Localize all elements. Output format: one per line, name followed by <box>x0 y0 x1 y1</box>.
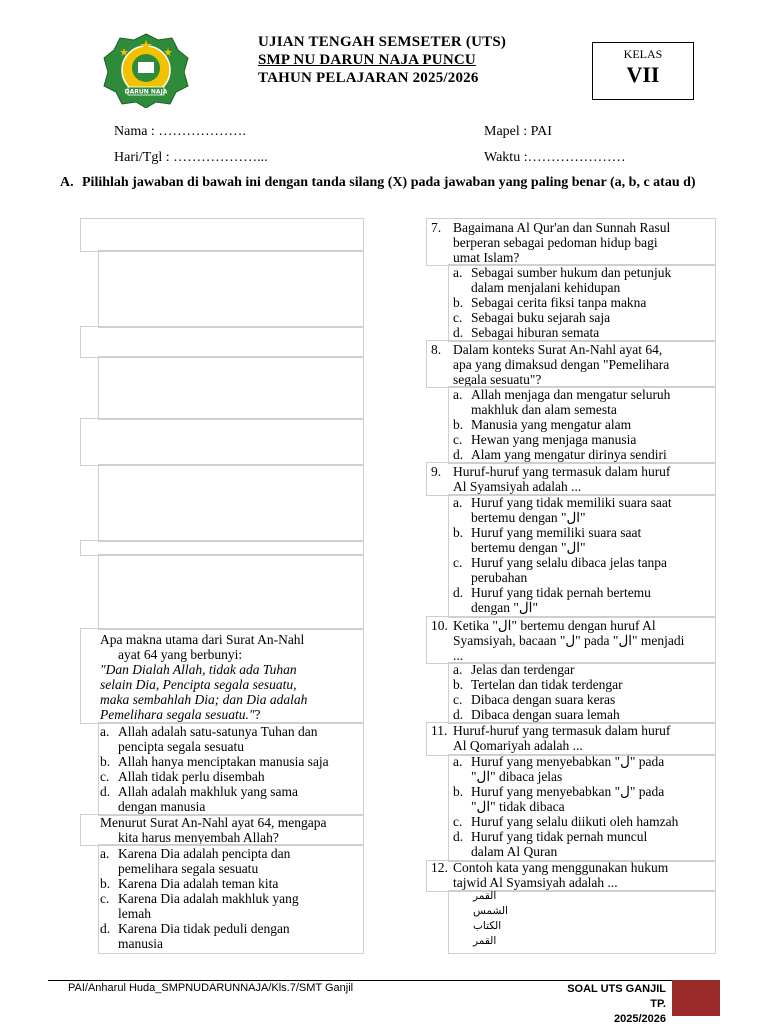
footer-accent-block <box>672 980 720 1016</box>
question-text: ... <box>453 648 464 663</box>
question-number: 7. <box>431 220 442 235</box>
subject-field: Mapel : PAI <box>484 124 552 139</box>
question-text: kita harus menyembah Allah? <box>118 830 279 845</box>
question-number: 12. <box>431 860 448 875</box>
school-logo <box>100 32 192 108</box>
quote-line: "Dan Dialah Allah, tidak ada Tuhan <box>100 662 297 677</box>
quote-line: selain Dia, Pencipta segala sesuatu, <box>100 677 297 692</box>
question-text: Syamsiyah, bacaan "ل" pada "ال" menjadi <box>453 633 685 648</box>
question-number: 10. <box>431 618 448 633</box>
footer-author: PAI/Anharul Huda_SMPNUDARUNNAJA/Kls.7/SMT Ganjil <box>68 982 354 994</box>
empty-cell <box>98 250 364 328</box>
quote-line: maka sembahlah Dia; dan Dia adalah <box>100 692 308 707</box>
class-label: KELAS <box>623 47 663 61</box>
empty-cell <box>80 326 364 358</box>
arabic-option-a[interactable]: القمر <box>473 890 497 902</box>
question-number: 11. <box>431 723 448 738</box>
question-number: 9. <box>431 464 442 479</box>
empty-cell <box>98 356 364 420</box>
section-label: A. <box>60 175 74 190</box>
question-text: tajwid Al Syamsiyah adalah ... <box>453 875 618 890</box>
question-text: Bagaimana Al Qur'an dan Sunnah Rasul <box>453 220 671 235</box>
question-text: Ketika "ال" bertemu dengan huruf Al <box>453 618 656 633</box>
time-field: Waktu :………………… <box>484 150 626 165</box>
footer-exam-label <box>556 982 666 1027</box>
empty-cell <box>98 554 364 630</box>
empty-cell <box>80 218 364 252</box>
question-text: Apa makna utama dari Surat An-Nahl <box>100 632 305 647</box>
question-text: Al Syamsiyah adalah ... <box>453 479 582 494</box>
question-text: umat Islam? <box>453 250 520 265</box>
question-text: Menurut Surat An-Nahl ayat 64, mengapa <box>100 815 327 830</box>
question-text: ayat 64 yang berbunyi: <box>118 647 243 662</box>
quote-line: Pemelihara segala sesuatu."? <box>100 707 261 722</box>
question-text: Dalam konteks Surat An-Nahl ayat 64, <box>453 342 663 357</box>
footer-exam-title: SOAL UTS GANJIL TP. <box>567 983 666 1010</box>
footer-exam-year: 2025/2026 <box>614 1013 666 1025</box>
arabic-option-b[interactable]: الشمس <box>473 905 508 917</box>
arabic-option-d[interactable]: القمر <box>473 935 497 947</box>
class-value: VII <box>626 62 660 87</box>
empty-cell <box>80 418 364 466</box>
exam-title: UJIAN TENGAH SEMSETER (UTS) <box>258 34 507 50</box>
question-text: Al Qomariyah adalah ... <box>453 738 583 753</box>
class-box <box>592 42 694 100</box>
instruction <box>60 174 730 191</box>
instruction-text: Pilihlah jawaban di bawah ini dengan tanda silang (X) pada jawaban yang paling benar (a, b, c atau d) <box>82 175 696 190</box>
question-text: apa yang dimaksud dengan "Pemelihara <box>453 357 670 372</box>
academic-year: TAHUN PELAJARAN 2025/2026 <box>258 70 479 86</box>
question-text: Huruf-huruf yang termasuk dalam huruf <box>453 464 671 479</box>
question-text: Huruf-huruf yang termasuk dalam huruf <box>453 723 671 738</box>
question-text: segala sesuatu"? <box>453 372 542 387</box>
date-field: Hari/Tgl : ………………... <box>114 150 268 165</box>
svg-text:DARUN NAJA: DARUN NAJA <box>124 88 168 96</box>
arabic-option-c[interactable]: الكتاب <box>473 920 502 932</box>
footer-divider <box>48 980 696 981</box>
question-text: berperan sebagai pedoman hidup bagi <box>453 235 658 250</box>
question-number: 8. <box>431 342 442 357</box>
school-name: SMP NU DARUN NAJA PUNCU <box>258 52 476 68</box>
name-field: Nama : ………………. <box>114 124 246 139</box>
question-text: Contoh kata yang menggunakan hukum <box>453 860 669 875</box>
empty-cell <box>98 464 364 542</box>
